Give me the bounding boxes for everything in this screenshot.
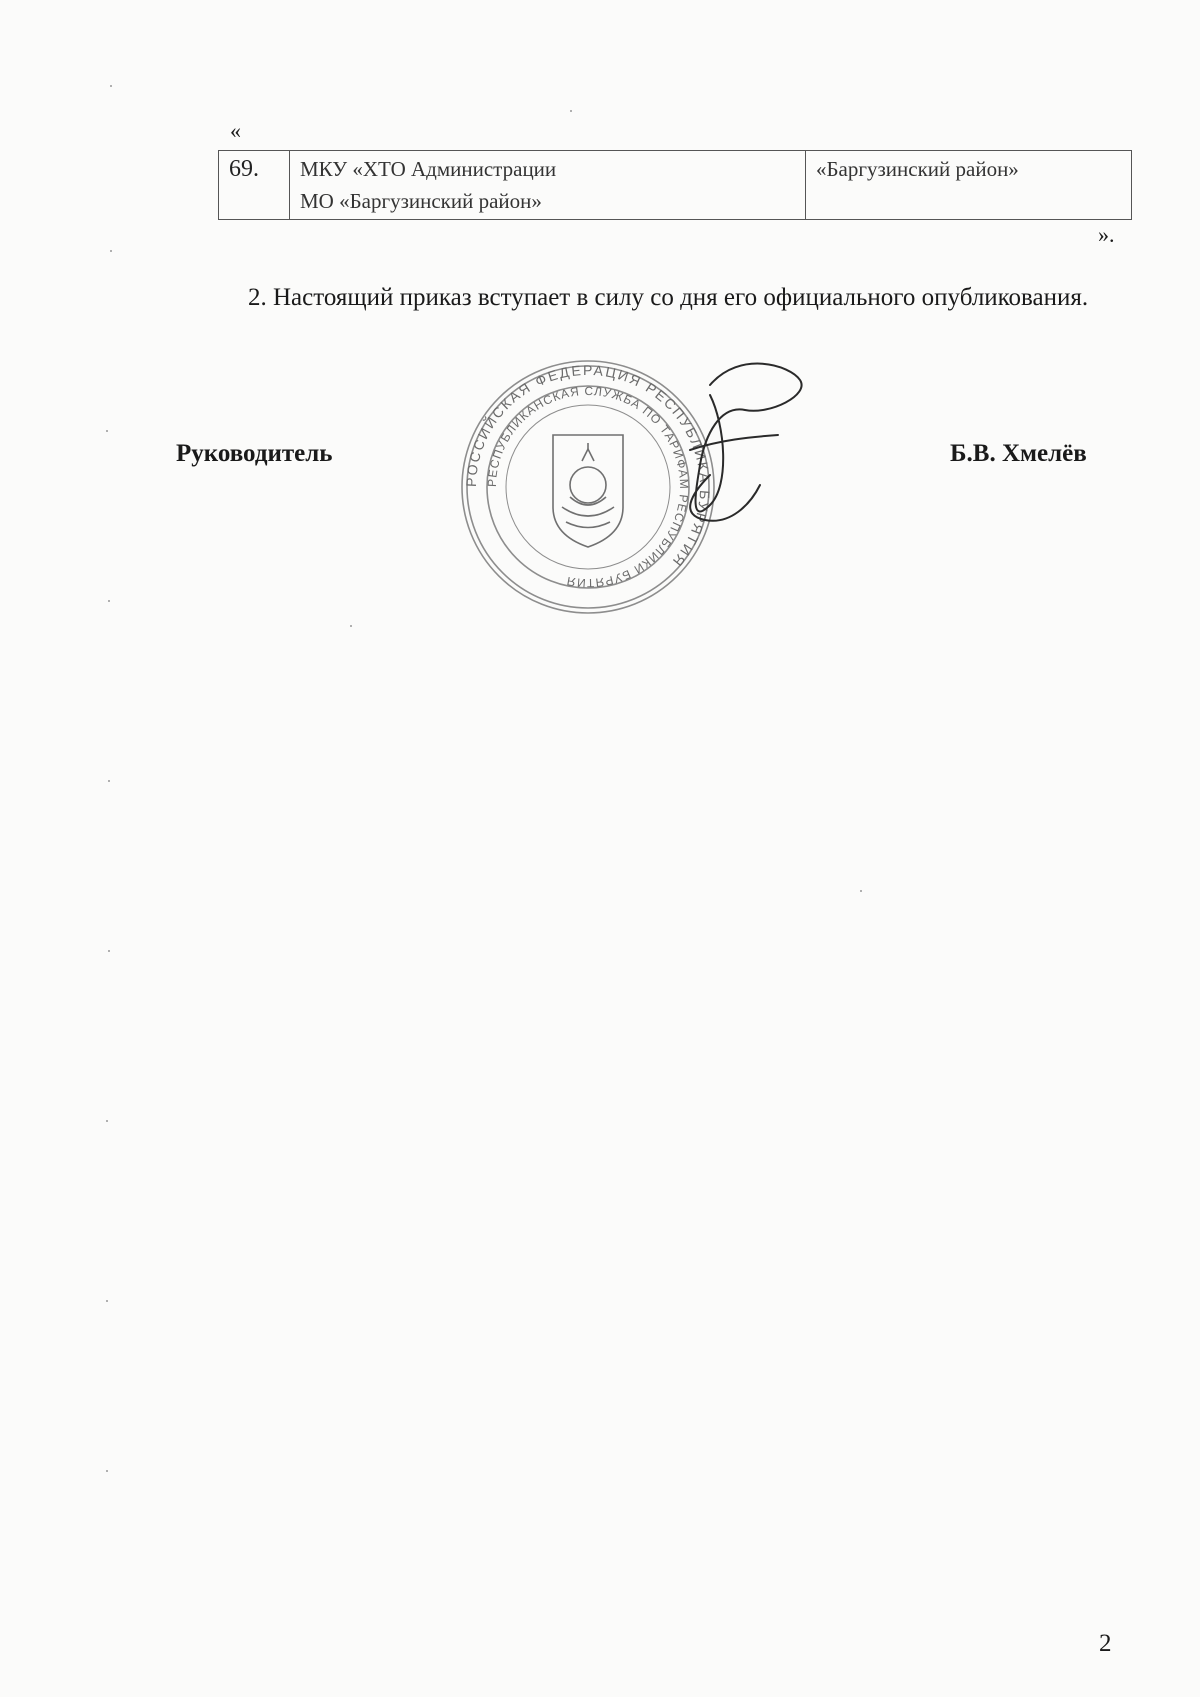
organization-name xyxy=(290,151,806,220)
table-row xyxy=(219,151,1132,220)
opening-quote: « xyxy=(230,118,241,143)
page-number: 2 xyxy=(1099,1630,1112,1657)
seal-inner-text: РЕСПУБЛИКАНСКАЯ СЛУЖБА ПО ТАРИФАМ РЕСПУБЛИКИ БУРЯТИЯ xyxy=(484,383,692,591)
handwritten-signature xyxy=(650,355,860,535)
organization-name-line1: МКУ «ХТО Администрации xyxy=(300,157,557,181)
scan-speck xyxy=(570,110,572,112)
scan-speck xyxy=(350,625,352,627)
scan-speck xyxy=(106,1300,108,1302)
scan-speck xyxy=(110,85,112,87)
closing-quote: ». xyxy=(1098,222,1115,247)
scan-speck xyxy=(106,1470,108,1472)
scan-speck xyxy=(108,780,110,782)
coat-of-arms-icon xyxy=(553,435,623,547)
register-table xyxy=(218,150,1132,220)
signatory-name: Б.В. Хмелёв xyxy=(950,440,1087,467)
order-paragraph: 2. Настоящий приказ вступает в силу со дня его официального опубликования. xyxy=(248,284,1089,311)
district-name: «Баргузинский район» xyxy=(806,151,1132,220)
scan-speck xyxy=(110,250,112,252)
organization-name-line2: МО «Баргузинский район» xyxy=(300,189,542,213)
seal-outer-text: РОССИЙСКАЯ ФЕДЕРАЦИЯ РЕСПУБЛИКА БУРЯТИЯ xyxy=(462,361,714,571)
scan-speck xyxy=(106,1120,108,1122)
scan-speck xyxy=(860,890,862,892)
scan-speck xyxy=(108,600,110,602)
signatory-role: Руководитель xyxy=(176,440,333,467)
scan-speck xyxy=(108,950,110,952)
row-number: 69. xyxy=(219,151,290,220)
scan-speck xyxy=(106,430,108,432)
